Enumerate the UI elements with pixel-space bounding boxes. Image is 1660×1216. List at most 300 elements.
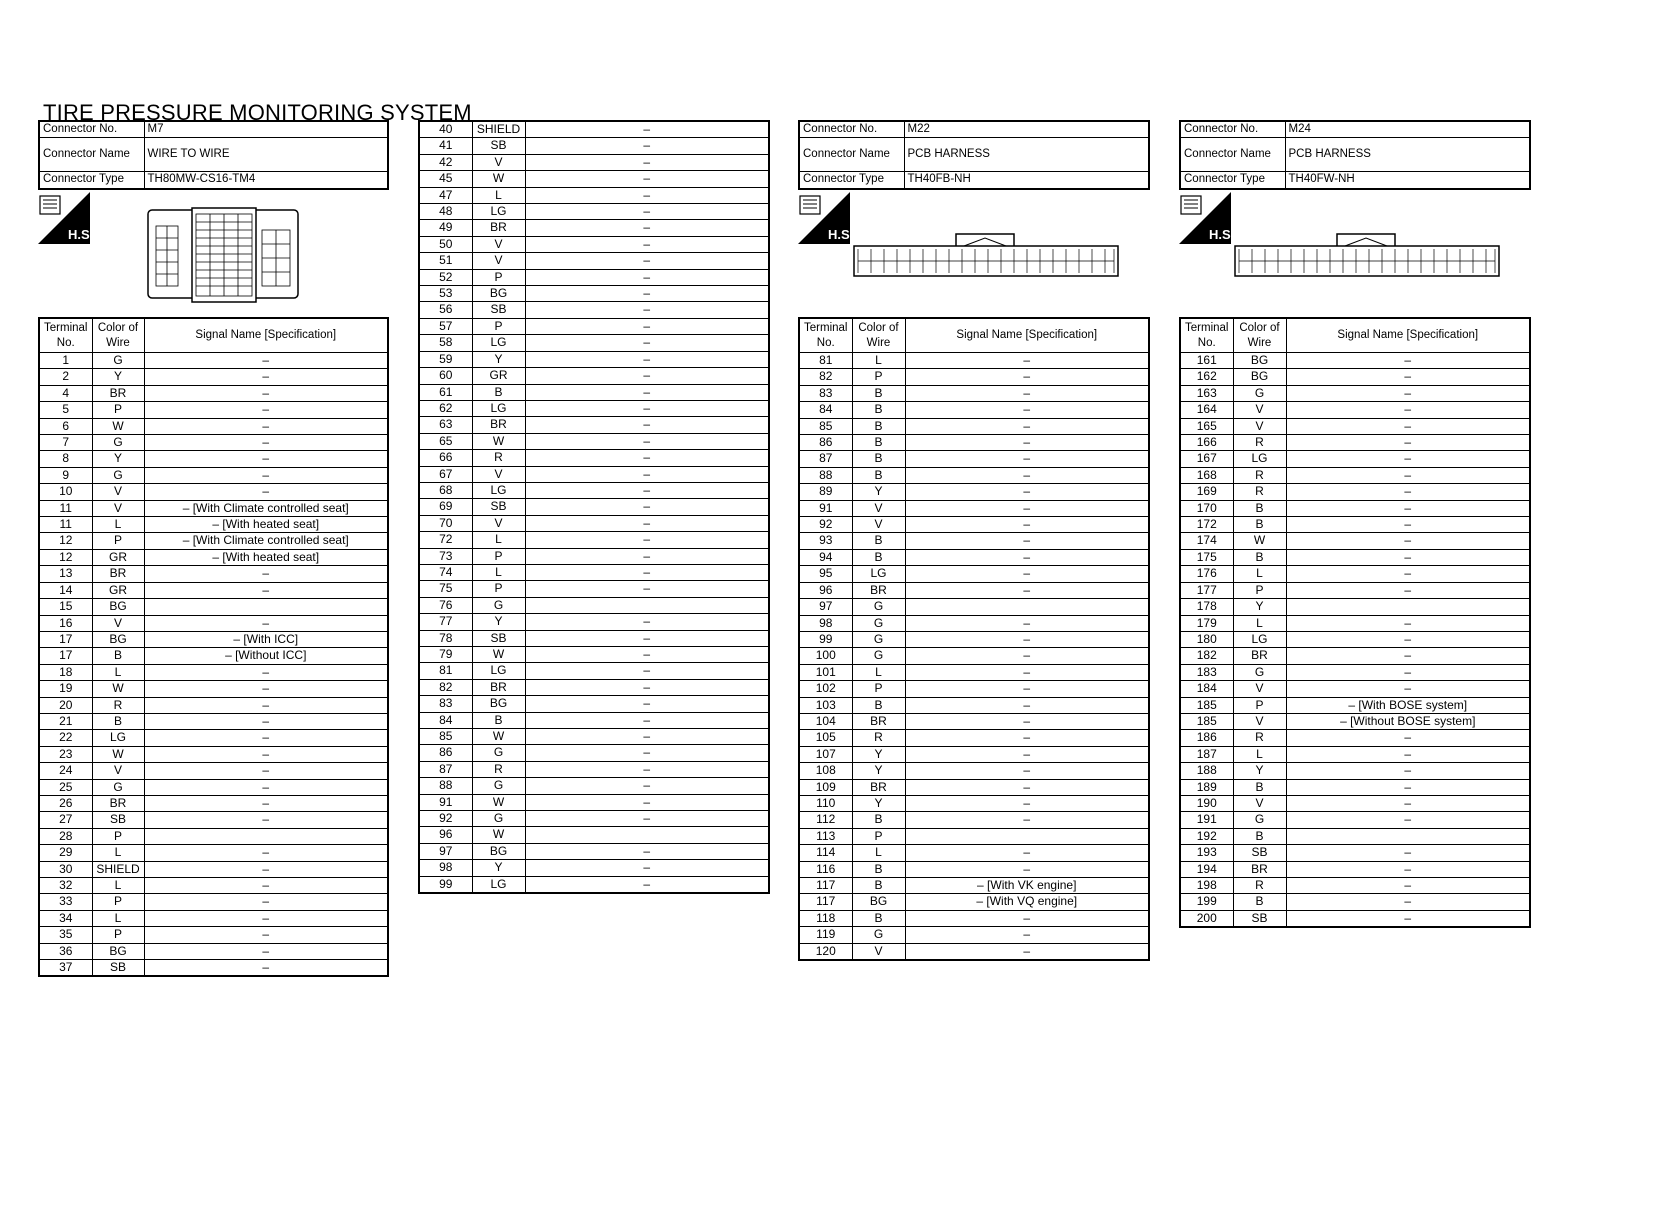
wire-color-cell: P [472,548,525,564]
terminal-no-cell: 2 [39,369,92,385]
wire-color-cell: W [92,746,144,762]
signal-name-cell: – [144,418,388,434]
terminal-no-cell: 48 [419,204,472,220]
table-row [1180,517,1530,533]
terminal-no-cell: 66 [419,450,472,466]
signal-name-cell: – [144,385,388,401]
table-row [419,679,769,695]
signal-name-cell: – [525,368,769,384]
table-row [419,384,769,400]
connector-m7-diagram [146,206,300,304]
signal-name-cell: – [144,697,388,713]
table-row [1180,681,1530,697]
signal-name-cell: – [905,385,1149,401]
wire-color-cell: R [92,697,144,713]
table-row [419,532,769,548]
signal-name-cell: – [144,927,388,943]
wire-color-cell: B [472,712,525,728]
signal-name-cell: – [905,812,1149,828]
terminal-no-cell: 42 [419,154,472,170]
terminal-no-cell: 25 [39,779,92,795]
wire-color-cell: G [852,927,905,943]
signal-name-cell: – [With VK engine] [905,878,1149,894]
signal-name-cell: – [With Climate controlled seat] [144,533,388,549]
wire-color-cell: Y [852,484,905,500]
table-row [419,876,769,893]
terminal-no-cell: 77 [419,614,472,630]
wire-color-cell: G [852,599,905,615]
wire-color-cell: B [852,697,905,713]
signal-name-cell: – [525,138,769,154]
terminal-no-cell: 82 [419,679,472,695]
wire-color-cell: B [1233,517,1286,533]
table-row [419,696,769,712]
signal-name-cell: – [905,910,1149,926]
wire-color-cell: GR [472,368,525,384]
signal-name-cell: – [1286,549,1530,565]
terminal-no-cell: 4 [39,385,92,401]
signal-name-cell: – [905,582,1149,598]
table-row [419,466,769,482]
signal-name-cell: – [525,499,769,515]
table-row [799,369,1149,385]
signal-name-cell: – [525,614,769,630]
connector-m7-terminal-table-continued [418,120,770,894]
table-row [799,795,1149,811]
table-row [1180,385,1530,401]
table-row [1180,582,1530,598]
terminal-no-cell: 6 [39,418,92,434]
table-row [419,368,769,384]
signal-name-cell: – [1286,451,1530,467]
table-row [799,517,1149,533]
table-row [799,730,1149,746]
wire-color-cell: P [852,828,905,844]
terminal-no-cell: 170 [1180,500,1233,516]
signal-name-cell: – [525,794,769,810]
wire-color-cell: P [1233,697,1286,713]
table-row [1180,549,1530,565]
page-title: TIRE PRESSURE MONITORING SYSTEM [43,100,472,125]
wire-color-cell: L [92,517,144,533]
wire-color-cell: L [472,187,525,203]
wire-color-cell: SHIELD [472,121,525,138]
table-row [39,582,388,598]
terminal-no-cell: 105 [799,730,852,746]
wire-color-cell: SB [92,960,144,977]
wire-color-cell: BR [1233,861,1286,877]
terminal-no-cell: 88 [419,778,472,794]
terminal-no-cell: 52 [419,269,472,285]
wire-color-cell: B [92,648,144,664]
signal-name-cell: – [525,515,769,531]
wire-color-cell: B [852,878,905,894]
terminal-no-cell: 12 [39,549,92,565]
wire-color-cell: P [92,828,144,844]
connector-type-value: TH80MW-CS16-TM4 [144,172,388,189]
wire-color-cell: W [472,433,525,449]
table-row [799,402,1149,418]
terminal-no-cell: 168 [1180,467,1233,483]
table-row [419,236,769,252]
wire-color-cell: BR [92,566,144,582]
terminal-no-cell: 193 [1180,845,1233,861]
signal-name-cell: – [525,647,769,663]
signal-name-cell: – [525,433,769,449]
table-row [419,220,769,236]
signal-name-cell: – [1286,517,1530,533]
terminal-no-cell: 56 [419,302,472,318]
table-row [39,369,388,385]
signal-name-cell: – [1286,615,1530,631]
signal-name-cell: – [144,845,388,861]
table-row [1180,861,1530,877]
terminal-no-cell: 34 [39,910,92,926]
table-row [799,484,1149,500]
terminal-no-cell: 176 [1180,566,1233,582]
table-row [39,943,388,959]
terminal-no-cell: 167 [1180,451,1233,467]
signal-name-cell: – [525,712,769,728]
signal-name-cell: – [1286,763,1530,779]
wire-color-cell: R [1233,878,1286,894]
terminal-no-cell: 112 [799,812,852,828]
signal-name-cell: – [905,927,1149,943]
wire-color-cell: B [852,418,905,434]
signal-name-cell [1286,599,1530,615]
connector-type-value: TH40FB-NH [904,172,1149,189]
wire-color-cell: BG [472,286,525,302]
terminal-no-cell: 69 [419,499,472,515]
signal-name-cell: – [525,630,769,646]
terminal-no-header: Terminal No. [1180,318,1233,353]
wire-color-cell: BR [92,795,144,811]
signal-name-cell: – [With heated seat] [144,549,388,565]
connector-name-label: Connector Name [1180,138,1285,172]
signal-name-cell: – [525,482,769,498]
signal-name-cell: – [144,812,388,828]
table-row [39,385,388,401]
terminal-no-cell: 120 [799,943,852,960]
terminal-no-cell: 185 [1180,713,1233,729]
table-row [419,712,769,728]
wire-color-cell: BR [852,713,905,729]
connector-name-value: PCB HARNESS [1285,138,1530,172]
terminal-no-cell: 74 [419,564,472,580]
table-row [1180,894,1530,910]
wire-color-cell: BR [852,779,905,795]
table-row [799,861,1149,877]
table-row [1180,369,1530,385]
signal-name-cell: – [1286,369,1530,385]
terminal-no-cell: 103 [799,697,852,713]
terminal-no-cell: 182 [1180,648,1233,664]
table-row [39,845,388,861]
terminal-no-cell: 192 [1180,828,1233,844]
table-row [799,943,1149,960]
signal-name-cell: – [Without BOSE system] [1286,713,1530,729]
wire-color-cell: V [472,253,525,269]
table-row [799,648,1149,664]
terminal-no-cell: 113 [799,828,852,844]
table-row [419,597,769,613]
signal-name-cell: – [144,369,388,385]
table-row [799,451,1149,467]
table-row [39,549,388,565]
terminal-no-cell: 165 [1180,418,1233,434]
terminal-no-cell: 32 [39,878,92,894]
wire-color-cell: G [1233,812,1286,828]
wire-color-cell: B [852,451,905,467]
signal-name-cell [905,599,1149,615]
table-row [419,269,769,285]
signal-name-cell: – [905,779,1149,795]
wire-color-cell: P [1233,582,1286,598]
table-row [419,482,769,498]
wire-color-cell: W [1233,533,1286,549]
terminal-no-cell: 87 [799,451,852,467]
table-row [39,779,388,795]
table-row [419,729,769,745]
signal-name-cell: – [144,861,388,877]
wire-color-cell: B [852,385,905,401]
signal-name-cell: – [1286,385,1530,401]
terminal-no-cell: 162 [1180,369,1233,385]
signal-name-cell: – [525,253,769,269]
terminal-no-cell: 97 [799,599,852,615]
wire-color-cell: BR [1233,648,1286,664]
wire-color-cell: V [852,943,905,960]
terminal-no-cell: 20 [39,697,92,713]
terminal-no-cell: 86 [419,745,472,761]
table-row [1180,418,1530,434]
terminal-no-cell: 85 [799,418,852,434]
signal-name-cell: – [525,729,769,745]
signal-name-cell: – [905,369,1149,385]
table-row [799,681,1149,697]
wire-color-cell: SB [472,138,525,154]
signal-name-cell: – [1286,812,1530,828]
terminal-no-cell: 70 [419,515,472,531]
terminal-no-cell: 50 [419,236,472,252]
wire-color-cell: BR [472,417,525,433]
signal-name-cell: – [144,615,388,631]
terminal-no-cell: 40 [419,121,472,138]
table-row [39,697,388,713]
signal-name-cell: – [144,402,388,418]
wire-color-cell: W [472,827,525,843]
wire-color-cell: B [852,533,905,549]
table-row [39,418,388,434]
terminal-no-cell: 82 [799,369,852,385]
terminal-no-cell: 199 [1180,894,1233,910]
signal-name-cell: – [905,484,1149,500]
wire-color-cell: G [1233,664,1286,680]
wire-color-cell: P [92,533,144,549]
terminal-no-cell: 184 [1180,681,1233,697]
wire-color-cell: Y [472,351,525,367]
terminal-no-cell: 189 [1180,779,1233,795]
wire-color-cell: SB [1233,910,1286,927]
signal-name-cell: – [905,730,1149,746]
wire-color-cell: LG [472,876,525,893]
wire-color-cell: Y [92,369,144,385]
signal-name-cell: – [525,269,769,285]
table-row [799,566,1149,582]
table-row [39,402,388,418]
terminal-no-cell: 12 [39,533,92,549]
signal-name-cell: – [1286,730,1530,746]
table-row [419,843,769,859]
terminal-no-cell: 21 [39,713,92,729]
wire-color-cell: V [92,763,144,779]
signal-name-cell: – [1286,746,1530,762]
terminal-no-cell: 67 [419,466,472,482]
wire-color-cell: BR [472,220,525,236]
signal-name-cell: – [905,566,1149,582]
table-row [419,204,769,220]
terminal-no-cell: 98 [799,615,852,631]
wire-color-cell: BG [472,843,525,859]
terminal-no-cell: 114 [799,845,852,861]
table-row [1180,615,1530,631]
signal-name-cell: – [525,548,769,564]
signal-name-cell: – [144,730,388,746]
wire-color-cell: SB [92,812,144,828]
table-row [799,385,1149,401]
terminal-no-cell: 183 [1180,664,1233,680]
terminal-no-cell: 92 [799,517,852,533]
table-row [799,894,1149,910]
wire-color-cell: L [852,353,905,369]
table-row [1180,353,1530,369]
wire-color-cell: L [852,845,905,861]
signal-name-cell: – [144,582,388,598]
hs-harness-side-icon [798,192,854,244]
terminal-no-cell: 85 [419,729,472,745]
connector-no-value: M22 [904,121,1149,138]
connector-m24-terminal-table [1179,317,1531,928]
signal-name-cell [1286,828,1530,844]
wire-color-cell: L [1233,566,1286,582]
wire-color-cell: R [1233,484,1286,500]
wire-color-cell: G [852,631,905,647]
signal-name-cell: – [144,467,388,483]
signal-name-cell: – [144,943,388,959]
signal-name-cell: – [905,500,1149,516]
wire-color-cell: W [92,418,144,434]
signal-name-cell: – [905,467,1149,483]
table-row [419,187,769,203]
wire-color-cell: P [92,402,144,418]
wire-color-cell: B [852,910,905,926]
table-row [419,171,769,187]
signal-name-cell: – [1286,435,1530,451]
table-row [39,795,388,811]
wire-color-cell: G [852,648,905,664]
table-row [1180,648,1530,664]
terminal-no-cell: 10 [39,484,92,500]
signal-name-cell: – [905,631,1149,647]
table-row [799,697,1149,713]
signal-name-cell: – [1286,681,1530,697]
terminal-no-cell: 78 [419,630,472,646]
wire-color-cell: G [92,353,144,369]
terminal-no-cell: 191 [1180,812,1233,828]
connector-m22-info [798,120,1150,190]
signal-name-cell: – [905,943,1149,960]
wire-color-cell: L [852,664,905,680]
table-row [419,860,769,876]
table-row [1180,779,1530,795]
table-row [419,400,769,416]
terminal-no-cell: 185 [1180,697,1233,713]
table-row [39,451,388,467]
signal-name-cell: – [525,778,769,794]
terminal-no-cell: 100 [799,648,852,664]
signal-name-cell: – [525,286,769,302]
table-row [39,664,388,680]
table-row [1180,500,1530,516]
table-row [1180,451,1530,467]
signal-name-cell: – [525,417,769,433]
terminal-no-cell: 51 [419,253,472,269]
signal-name-cell: – [525,564,769,580]
signal-name-cell [525,597,769,613]
terminal-no-cell: 76 [419,597,472,613]
table-row [39,467,388,483]
table-row [39,631,388,647]
wire-color-cell: W [472,794,525,810]
wire-color-cell: BG [852,894,905,910]
table-row [1180,910,1530,927]
wire-color-cell: R [472,450,525,466]
table-row [39,484,388,500]
signal-name-cell: – [With VQ engine] [905,894,1149,910]
wire-color-cell: G [92,779,144,795]
wire-color-cell: V [1233,713,1286,729]
terminal-no-cell: 194 [1180,861,1233,877]
table-row [1180,599,1530,615]
signal-name-cell: – [905,681,1149,697]
signal-name-cell: – [905,402,1149,418]
terminal-no-cell: 163 [1180,385,1233,401]
terminal-no-cell: 57 [419,318,472,334]
signal-name-cell: – [1286,648,1530,664]
connector-name-label: Connector Name [799,138,904,172]
terminal-no-cell: 166 [1180,435,1233,451]
signal-name-cell: – [1286,795,1530,811]
connector-m7-info [38,120,389,190]
wire-color-cell: V [852,517,905,533]
terminal-no-cell: 7 [39,435,92,451]
terminal-no-header: Terminal No. [39,318,92,353]
table-row [39,746,388,762]
terminal-no-cell: 8 [39,451,92,467]
table-row [39,812,388,828]
signal-name-cell: – [525,187,769,203]
table-row [39,566,388,582]
signal-name-cell: – [1286,779,1530,795]
color-of-wire-header: Color of Wire [1233,318,1286,353]
signal-name-cell: – [With Climate controlled seat] [144,500,388,516]
table-row [419,253,769,269]
table-row [419,433,769,449]
terminal-no-cell: 104 [799,713,852,729]
wire-color-cell: LG [1233,451,1286,467]
connector-type-label: Connector Type [799,172,904,189]
signal-name-cell: – [525,236,769,252]
